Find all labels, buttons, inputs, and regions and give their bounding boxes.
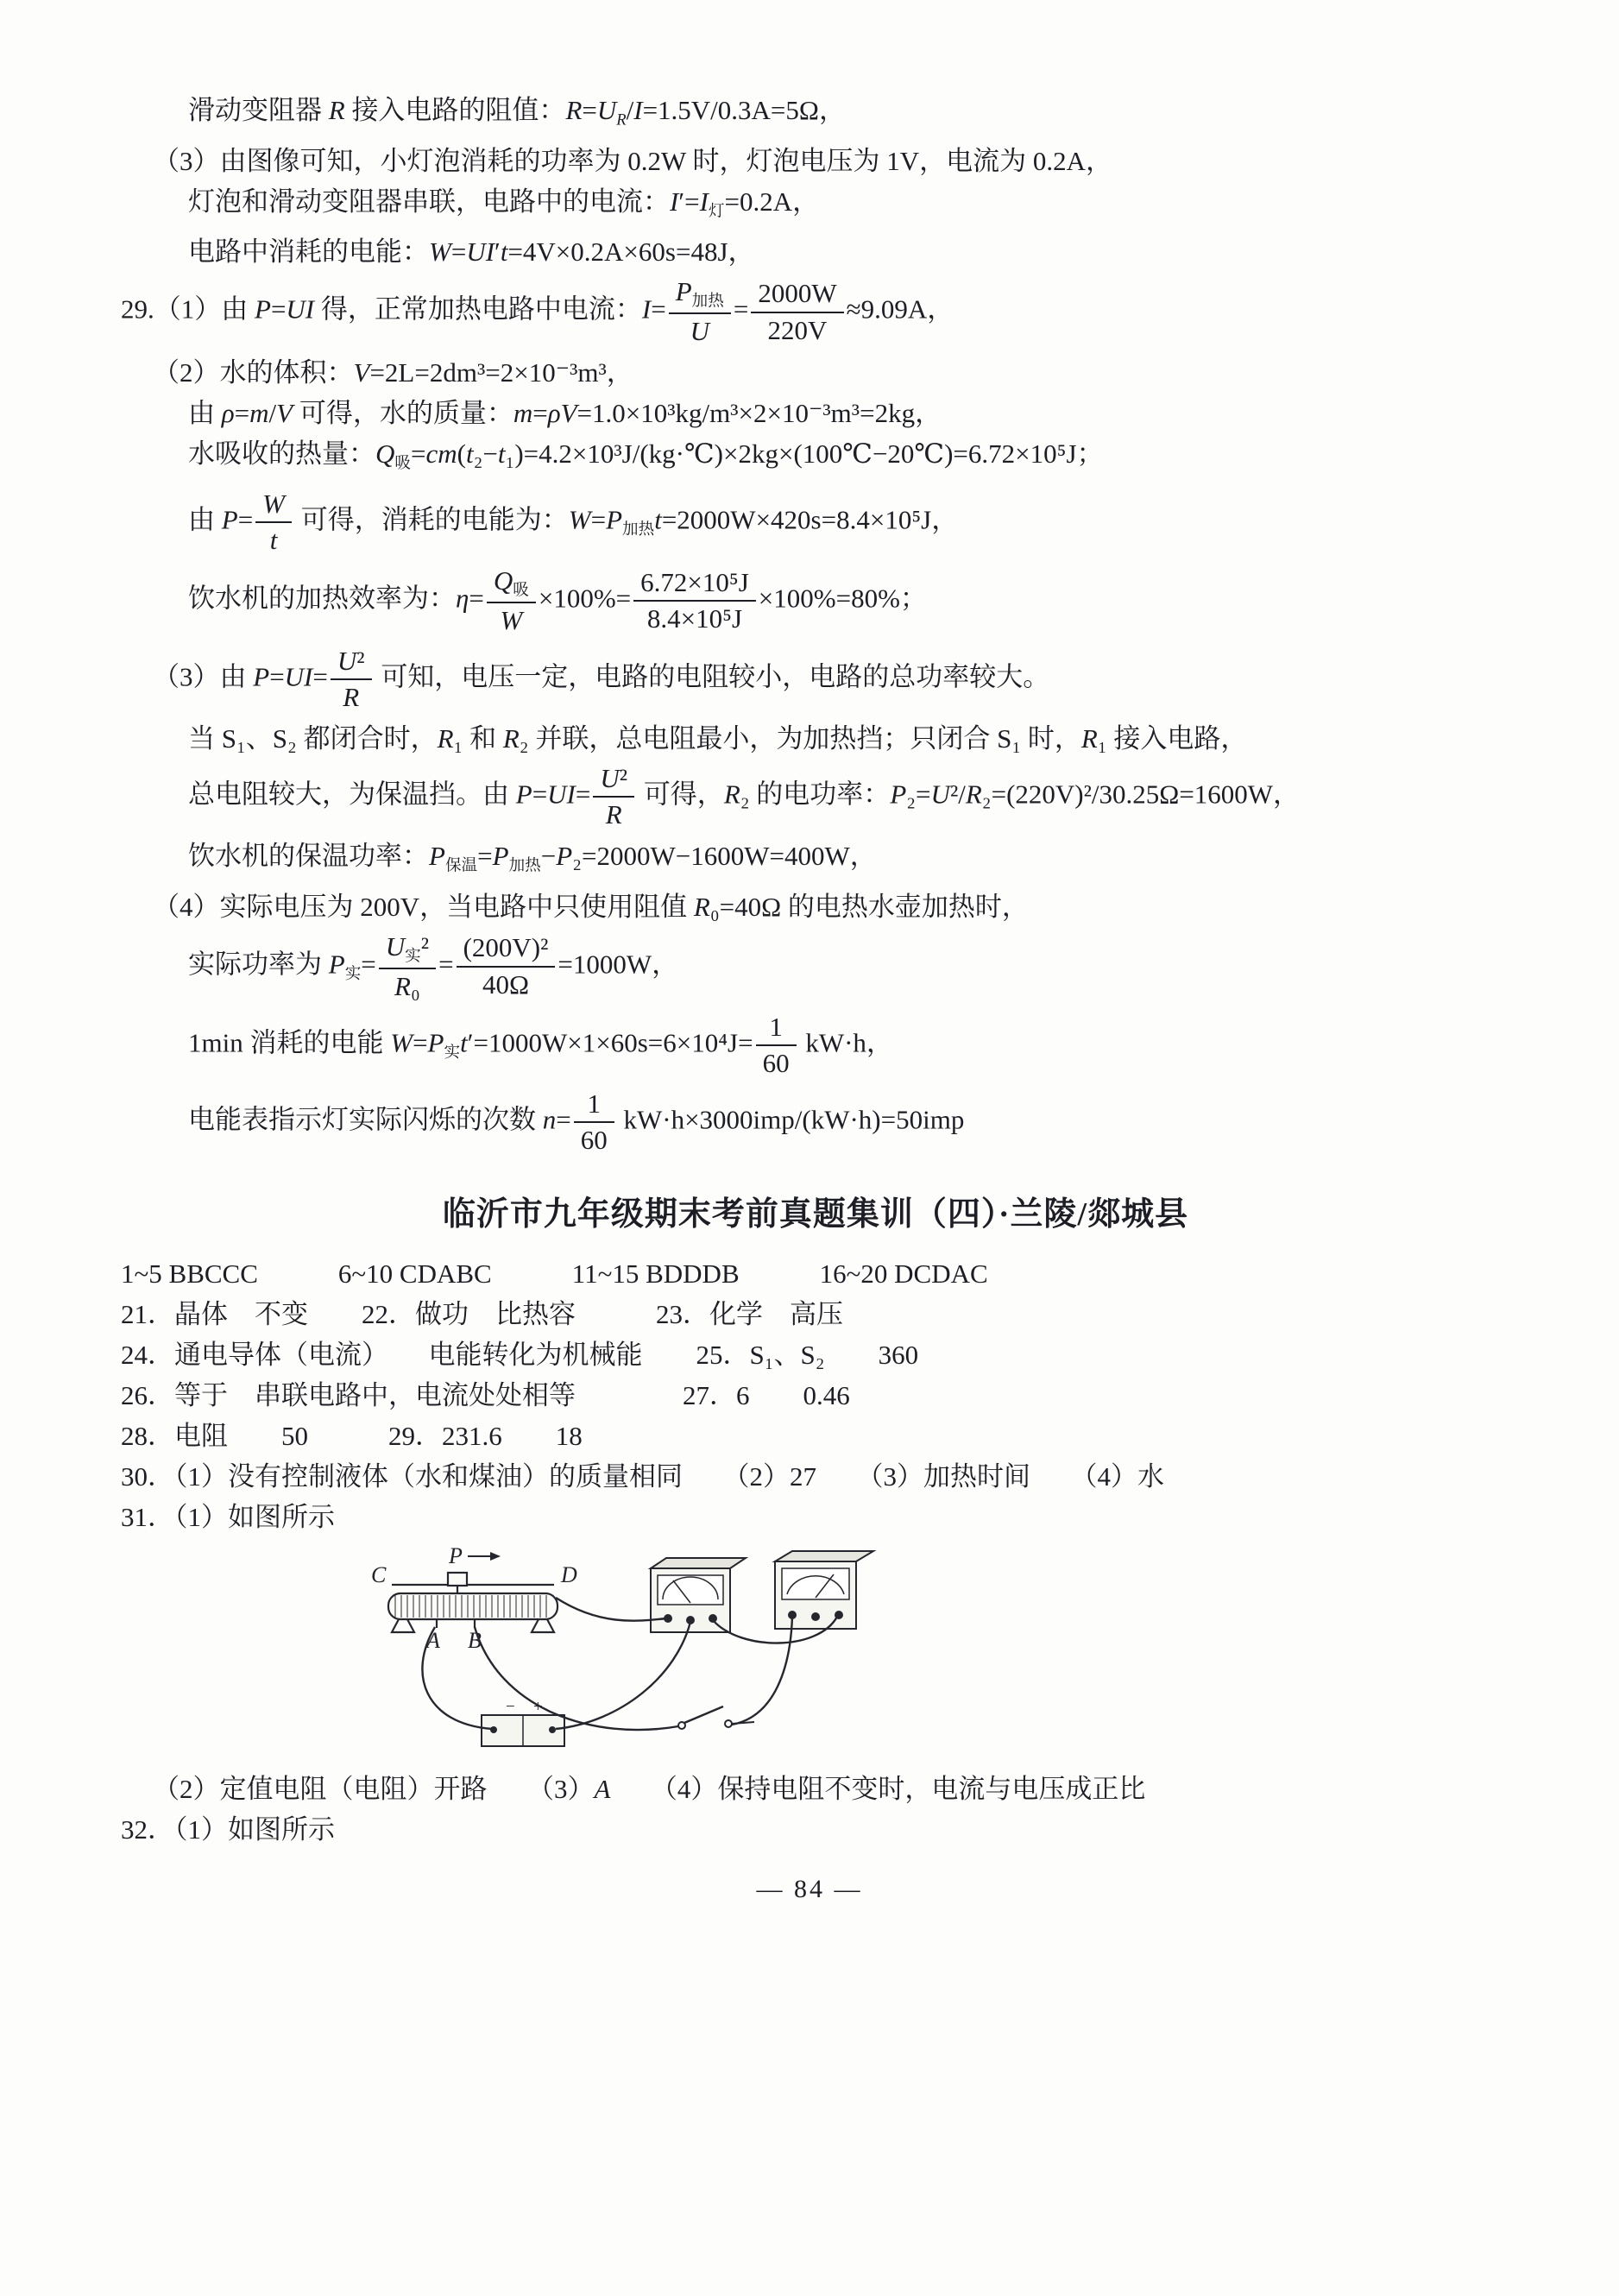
- fraction: $\frac{1}{60}$: [574, 1088, 614, 1157]
- rheostat: [388, 1573, 558, 1632]
- fraction: $\frac{1}{60}$: [756, 1012, 797, 1080]
- solution-line: 电能表指示灯实际闪烁的次数 n= $\frac{1}{60}$ kW·h×3000imp/(kW·h)=50imp: [188, 1088, 965, 1156]
- page-content: [121, 90, 1510, 1850]
- solution-line: 滑动变阻器 R 接入电路的阻值：$R=U_R/I=1.5V/0.3A=5\Omega$，: [188, 95, 846, 129]
- answer-line: 30．（1）没有控制液体（水和煤油）的质量相同 （2）27 （3）加热时间 （4）水: [121, 1460, 1164, 1492]
- solution-line: （2）水的体积：V=2L=2dm³=2×10⁻³m³，: [153, 357, 633, 388]
- answer-line: （2）定值电阻（电阻）开路 （3）A （4）保持电阻不变时，电流与电压成正比: [153, 1773, 1146, 1804]
- answer-line: 31．（1）如图所示: [121, 1501, 335, 1532]
- solution-line: 29.（1）由 P=UI 得，正常加热电路中电流：I= $\frac{P_{加热}}{U}$ = $\frac{2000W}{220V}$ ≈9.09A，: [121, 276, 954, 347]
- solution-line: 水吸收的热量：$Q_吸=cm(t_2-t_1)=4.2\times 10^3J/(kg\cdot℃)\times 2kg\times(100℃-20℃)=6.72\times 10^5J$；: [188, 438, 1104, 473]
- fraction: $\frac{\text{U²}}{R}$: [331, 646, 372, 714]
- wire: [556, 1598, 666, 1621]
- ammeter: [651, 1558, 746, 1632]
- battery: [482, 1698, 564, 1746]
- circuit-diagram: [369, 1546, 956, 1763]
- fraction: $\frac{W}{t}$: [255, 489, 292, 557]
- fraction: $\frac{U_实^2}{\text{R₀}}$: [379, 931, 436, 1003]
- voltmeter: [775, 1551, 873, 1629]
- answer-line: 28．电阻 50 29．231.6 18: [121, 1420, 583, 1451]
- fraction: $\frac{\text{(200V)²}}{40\Omega}$: [457, 932, 556, 1000]
- answer-line: 26．等于 串联电路中，电流处处相等 27．6 0.46: [121, 1379, 850, 1410]
- solution-line: 电路中消耗的电能：W=UI′t=4V×0.2A×60s=48J，: [188, 237, 755, 267]
- solution-line: 饮水机的保温功率：$P_{保温}=P_{加热}-P_2=2000W-1600W=400W$，: [188, 841, 877, 875]
- label-b: B: [468, 1627, 482, 1653]
- fraction: $\frac{2000W}{220V}$: [751, 278, 843, 346]
- answers-after-figure: [121, 1769, 1510, 1850]
- answer-line: 1~5 BBCCC 6~10 CDABC 11~15 BDDDB 16~20 DCDAC: [121, 1258, 988, 1289]
- solution-line: 实际功率为 $P_实=$ $\frac{U_实^2}{\text{R₀}}$ = $\frac{\text{(200V)²}}{40\Omega}$ =1000W，: [188, 930, 679, 1001]
- battery-plus-sign: +: [533, 1697, 543, 1716]
- solution-line: （3）由图像可知，小灯泡消耗的功率为 0.2W 时，灯泡电压为 1V，电流为 0.2A，: [153, 145, 1112, 176]
- solution-line: （4）实际电压为 200V，当电路中只使用阻值 R₀=40Ω 的电热水壶加热时，: [153, 891, 1029, 922]
- answers-block: [121, 1253, 1510, 1537]
- solution-line: 由 ρ=m/V 可得，水的质量：m=ρV=1.0×10³kg/m³×2×10⁻³m³=2kg，: [188, 398, 942, 429]
- solution-line: 灯泡和滑动变阻器串联，电路中的电流：$I'=I_灯=0.2A$，: [188, 186, 820, 220]
- battery-minus-sign: −: [506, 1697, 515, 1716]
- fraction: $\frac{\text{U²}}{R}$: [593, 763, 634, 831]
- wire: [732, 1617, 792, 1725]
- label-a: A: [426, 1627, 440, 1653]
- circuit-figure: [369, 1546, 956, 1763]
- fraction: $\frac{Q_吸}{W}$: [487, 565, 536, 637]
- section-title: 临沂市九年级期末考前真题集训（四）·兰陵/郯城县: [442, 1195, 1189, 1233]
- solution-line: 由 P= $\frac{W}{t}$ 可得，消耗的电能为：$W=P_{加热}t=2000W\times 420s=8.4\times 10^5J$，: [188, 488, 959, 556]
- label-p: P: [449, 1545, 463, 1568]
- switch: [678, 1706, 754, 1729]
- solution-line: 当 S₁、S₂ 都闭合时，R₁ 和 R₂ 并联，总电阻最小，为加热挡；只闭合 S₁ 时，R₁ 接入电路，: [188, 722, 1248, 754]
- wire: [556, 1622, 690, 1729]
- answer-line: 21．晶体 不变 22．做功 比热容 23．化学 高压: [121, 1298, 843, 1329]
- answer-line: 24．通电导体（电流） 电能转化为机械能 25．S₁、S₂ 360: [121, 1339, 919, 1370]
- solution-line: 饮水机的加热效率为：η= $\frac{Q_吸}{W}$ ×100%= $\frac{\text{6.72×10⁵J}}{\text{8.4×10⁵J}}$ ×100%=80%；: [188, 565, 927, 636]
- solution-line: （3）由 P=UI= $\frac{\text{U²}}{R}$ 可知，电压一定，电路的电阻较小，电路的总功率较大。: [153, 645, 1050, 713]
- solutions-block: [121, 90, 1510, 1161]
- fraction: $\frac{P_{加热}}{U}$: [669, 276, 731, 348]
- label-d: D: [561, 1561, 577, 1587]
- answer-line: 32．（1）如图所示: [121, 1813, 335, 1845]
- slider-arrow-icon: [468, 1552, 501, 1561]
- solution-line: 总电阻较大，为保温挡。由 P=UI= $\frac{\text{U²}}{R}$ 可得，R₂ 的电功率：P₂=U²/R₂=(220V)²/30.25Ω=1600W，: [188, 762, 1301, 830]
- solution-line: 1min 消耗的电能 $W=P_实t'=1000W\times 1\times 60s=6\times 10^4J=$ $\frac{1}{60}$ kW·h，: [188, 1011, 893, 1079]
- fraction: $\frac{\text{6.72×10⁵J}}{\text{8.4×10⁵J}}$: [633, 567, 756, 635]
- page-number: — 84 —: [756, 1875, 863, 1903]
- label-c: C: [371, 1561, 387, 1587]
